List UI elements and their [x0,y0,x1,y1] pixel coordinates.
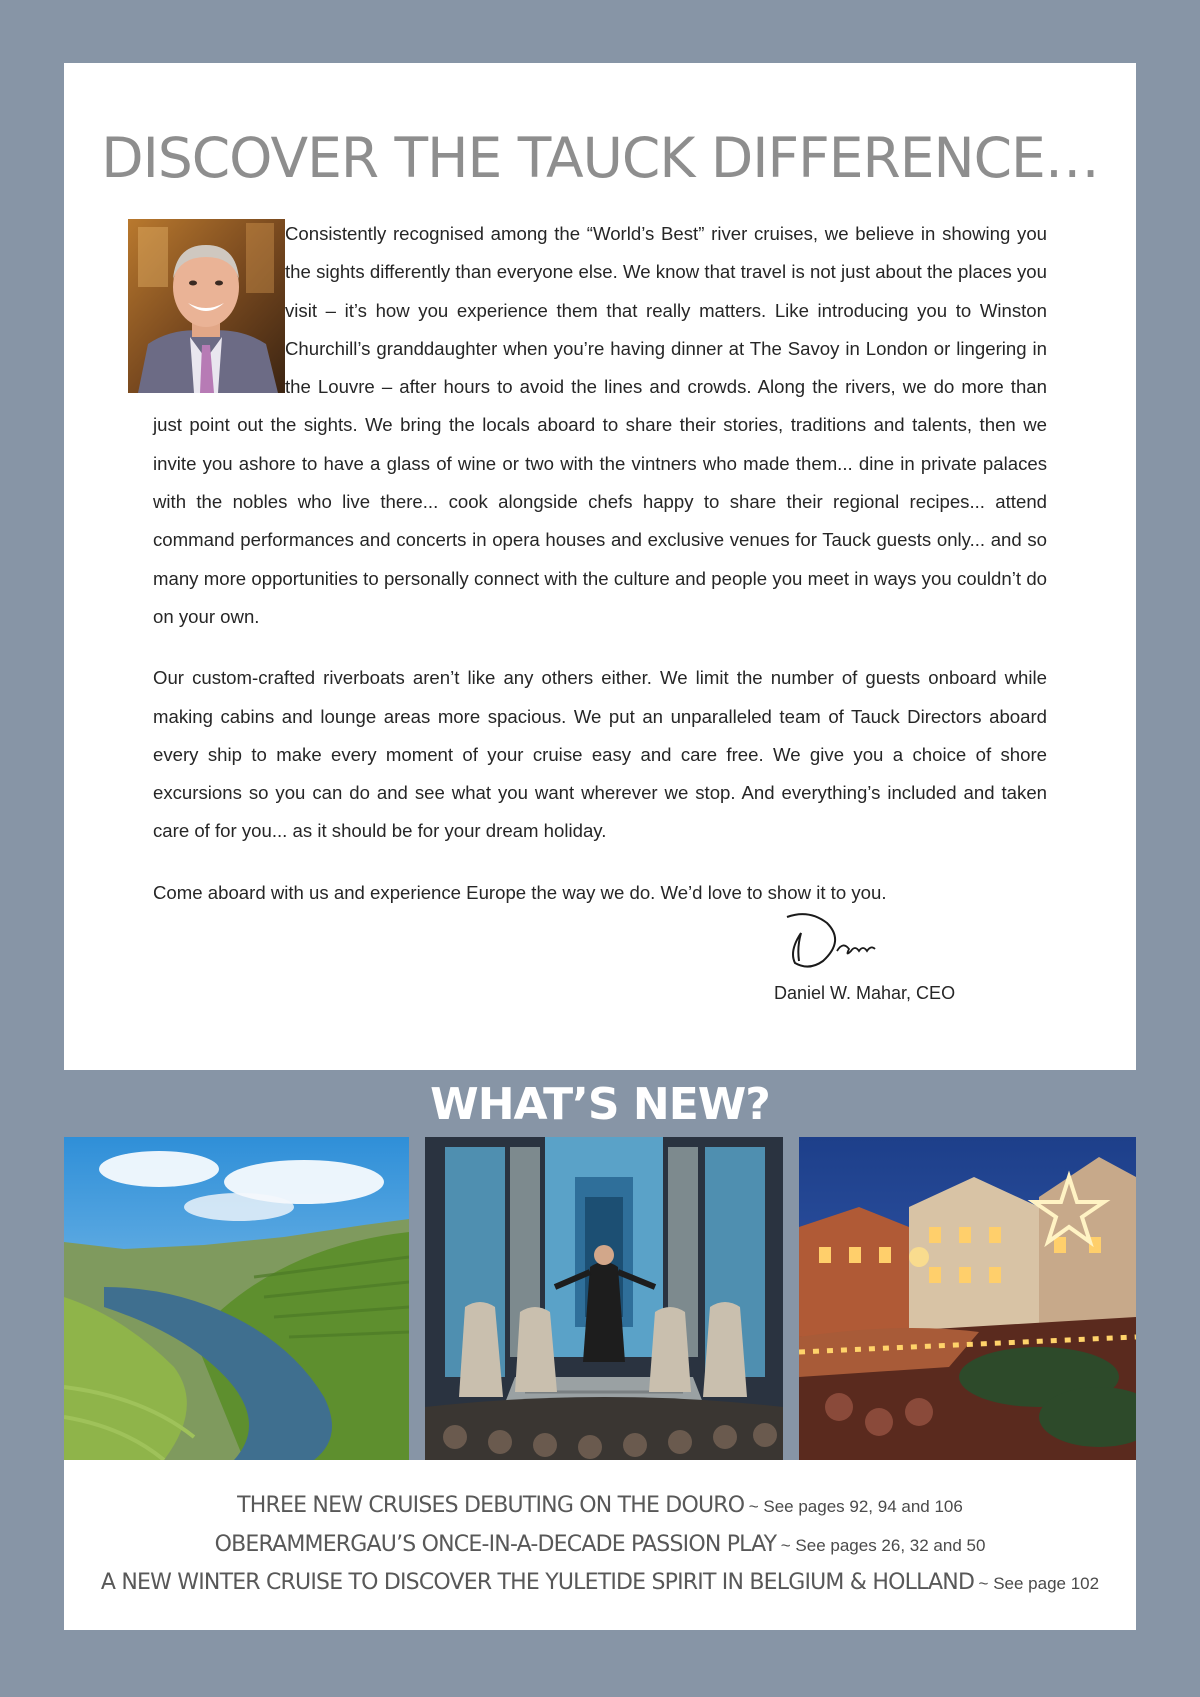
signature-name: Daniel W. Mahar, CEO [774,983,956,1003]
letter-paragraph-1-text: Consistently recognised among the “World’s Best” river cruises, we believe in showing you the sights differently than everyone else. We know that travel is not just about the places you visit – it’s how you experience them that really matters. Like introducing you to Winston Churchill’s granddaughter when you’re having dinner at The Savoy in London or lingering in the Louvre – after hours to avoid the lines and crowds. Along the rivers, we do more than just point out the sights. We bring the locals aboard to share their stories, traditions and talents, then we invite you ashore to have a glass of wine or two with the vintners who made them... dine in private palaces with the nobles who live there... cook alongside chefs happy to share their regional recipes... attend command performances and concerts in opera houses and exclusive venues for Tauck guests only... and so many more opportunities to personally connect with the culture and people you meet in ways you couldn’t do on your own. [153,223,1047,627]
highlight-winter-cruise-pages: ~ See page 102 [978,1574,1100,1593]
highlight-passion-play-pages: ~ See pages 26, 32 and 50 [780,1536,986,1555]
highlight-douro-title: THREE NEW CRUISES DEBUTING ON THE DOURO [237,1493,745,1518]
letter-paragraph-1 [153,215,1047,636]
highlight-passion-play [64,1532,1136,1557]
page-title: DISCOVER THE TAUCK DIFFERENCE… [101,126,1099,190]
christmas-market-photo [799,1137,1136,1460]
whats-new-highlights [64,1460,1136,1630]
douro-river-photo [64,1137,409,1460]
letter-paragraph-2: Our custom-crafted riverboats aren’t like any others either. We limit the number of guests onboard while making cabins and lounge areas more spacious. We put an unparalleled team of Tauck Directors aboard every ship to make every moment of your cruise easy and care free. We give you a choice of shore excursions so you can do and see what you want wherever we stop. And everything’s included and taken care of for you... as it should be for your dream holiday. [153,667,1047,842]
passion-play-photo [425,1137,783,1460]
passion-play-image [425,1137,783,1460]
highlight-douro [64,1493,1136,1518]
douro-river-image [64,1137,409,1460]
letter-body [153,215,1047,935]
highlight-douro-pages: ~ See pages 92, 94 and 106 [748,1497,963,1516]
christmas-market-image [799,1137,1136,1460]
whats-new-title: WHAT’S NEW? [430,1079,770,1130]
handwritten-signature [779,911,889,973]
portrait-spacer [128,215,285,398]
highlight-winter-cruise [64,1570,1136,1595]
letter-panel [64,63,1136,1070]
letter-paragraph-3: Come aboard with us and experience Europe the way we do. We’d love to show it to you. [153,881,887,903]
highlight-passion-play-title: OBERAMMERGAU’S ONCE-IN-A-DECADE PASSION PLAY [214,1532,777,1557]
highlight-winter-cruise-title: A NEW WINTER CRUISE TO DISCOVER THE YULETIDE SPIRIT IN BELGIUM & HOLLAND [100,1570,975,1595]
